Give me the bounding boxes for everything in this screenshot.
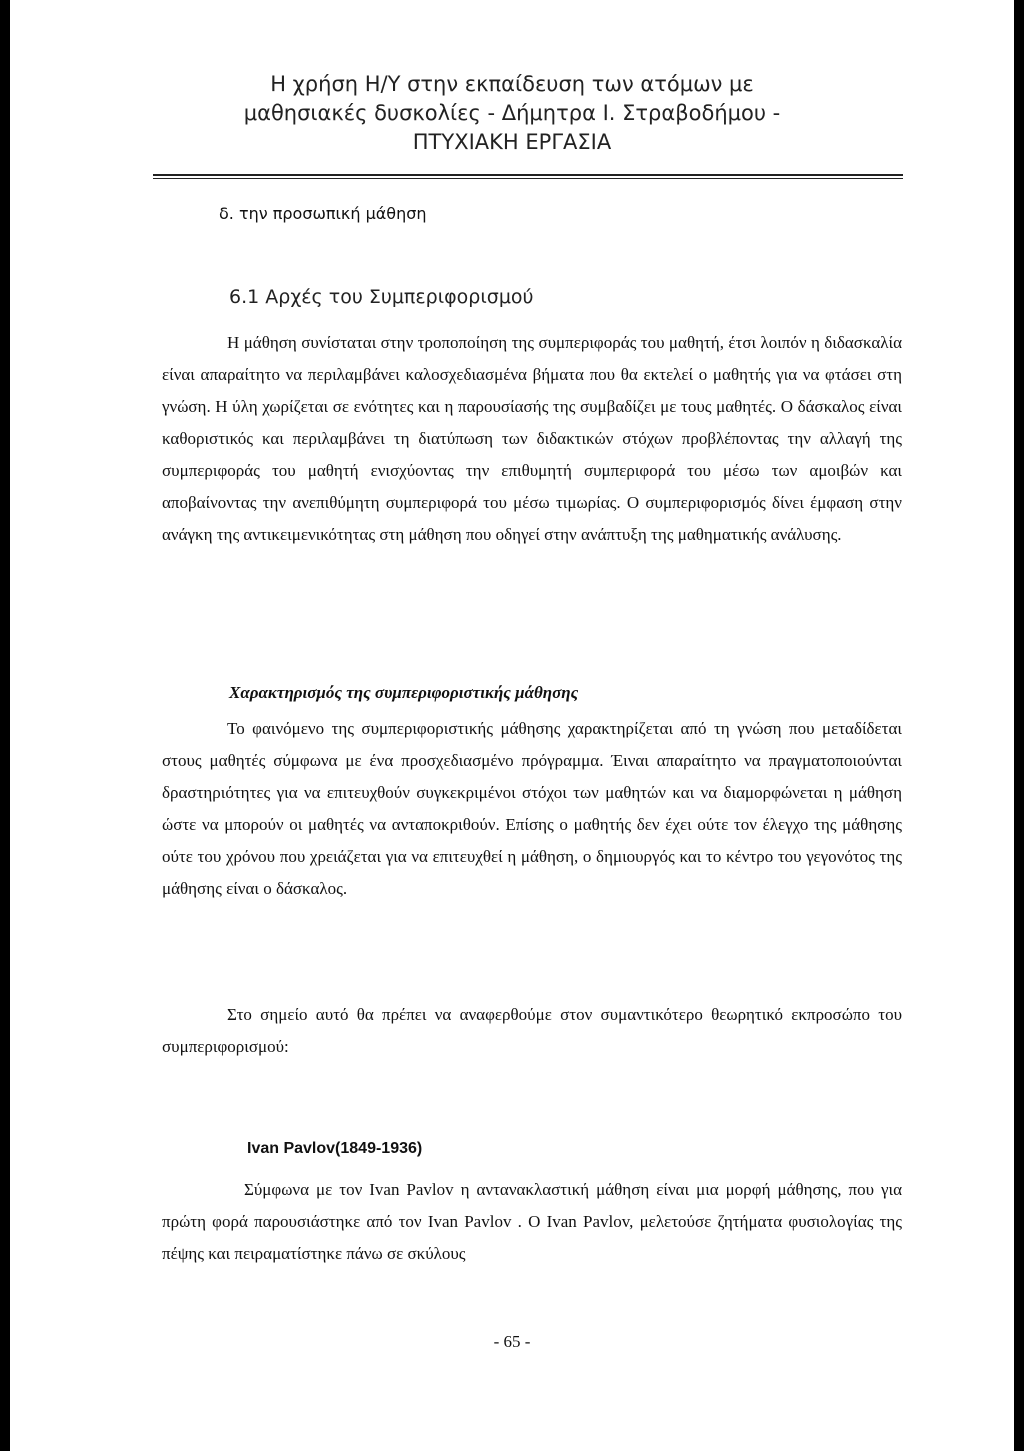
pavlov-heading: Ivan Pavlov(1849-1936) <box>247 1140 423 1157</box>
header-line-1: Η χρήση Η/Υ στην εκπαίδευση των ατόμων με <box>270 72 754 96</box>
section-title: 6.1 Αρχές του Συμπεριφορισμού <box>229 286 534 308</box>
paragraph-characterization <box>162 713 902 905</box>
paragraph-representative <box>162 999 902 1063</box>
paragraph-1-text: Η μάθηση συνίσταται στην τροποποίηση της συμπεριφοράς του μαθητή, έτσι λοιπόν η διδασκαλία είναι απαραίτητο να περιλαμβάνει καλοσχεδιασμένα βήματα που θα εκτελεί ο μαθητής για να φτάσει στη γνώση. Η ύλη χωρίζεται σε ενότητες και η παρουσίασής της συμβαδίζει με τους μαθητές. Ο δάσκαλος είναι καθοριστικός και περιλαμβάνει τη διατύπωση των διδακτικών στόχων προβλέποντας την αλλαγή της συμπεριφοράς του μαθητή ενισχύοντας την επιθυμητή συμπεριφορά του μέσω των αμοιβών και αποβαίνοντας την ανεπιθύμητη συμπεριφορά του μέσω τιμωρίας. Ο συμπεριφορισμός δίνει έμφαση στην ανάγκη της αντικειμενικότητας στη μάθηση που οδηγεί στην ανάπτυξη της μαθηματικής ανάλυσης. <box>162 333 902 544</box>
paragraph-4-text: Σύμφωνα με τον Ivan Pavlov η αντανακλαστική μάθηση είναι μια μορφή μάθησης, που για πρώτη φορά παρουσιάστηκε από τον Ivan Pavlov . Ο Ivan Pavlov, μελετούσε ζητήματα φυσιολογίας της πέψης και πειραματίστηκε πάνω σε σκύλους <box>162 1180 902 1263</box>
document-page <box>10 0 1014 1451</box>
list-item-d: δ. την προσωπική μάθηση <box>219 204 427 223</box>
header-rule-thin <box>153 178 903 179</box>
subheading: Χαρακτηρισμός της συμπεριφοριστικής μάθησης <box>229 683 579 702</box>
page-header <box>10 70 1014 157</box>
header-line-2: μαθησιακές δυσκολίες - Δήμητρα Ι. Στραβοδήμου - <box>243 101 781 125</box>
paragraph-pavlov <box>162 1174 902 1270</box>
paragraph-3-text: Στο σημείο αυτό θα πρέπει να αναφερθούμε στον συμαντικότερο θεωρητικό εκπροσώπο του συμπεριφορισμού: <box>162 1005 902 1056</box>
header-rule-thick <box>153 174 903 176</box>
paragraph-behaviorism-principles <box>162 327 902 551</box>
paragraph-2-text: Το φαινόμενο της συμπεριφοριστικής μάθησης χαρακτηρίζεται από τη γνώση που μεταδίδεται στους μαθητές σύμφωνα με ένα προσχεδιασμένο πρόγραμμα. Έιναι απαραίτητο να πραγματοποιούνται δραστηριότητες για να επιτευχθούν συγκεκριμένοι στόχοι των μαθητών και να διαμορφώνεται η μάθηση ώστε να μπορούν οι μαθητές να ανταποκριθούν. Επίσης ο μαθητής δεν έχει ούτε τον έλεγχο της μάθησης ούτε του χρόνου που χρειάζεται για να επιτευχθεί η μάθηση, ο δημιουργός και το κέντρο του γεγονότος της μάθησης είναι ο δάσκαλος. <box>162 719 902 898</box>
page-number: - 65 - <box>493 1332 531 1351</box>
header-line-3: ΠΤΥΧΙΑΚΗ ΕΡΓΑΣΙΑ <box>412 130 612 154</box>
